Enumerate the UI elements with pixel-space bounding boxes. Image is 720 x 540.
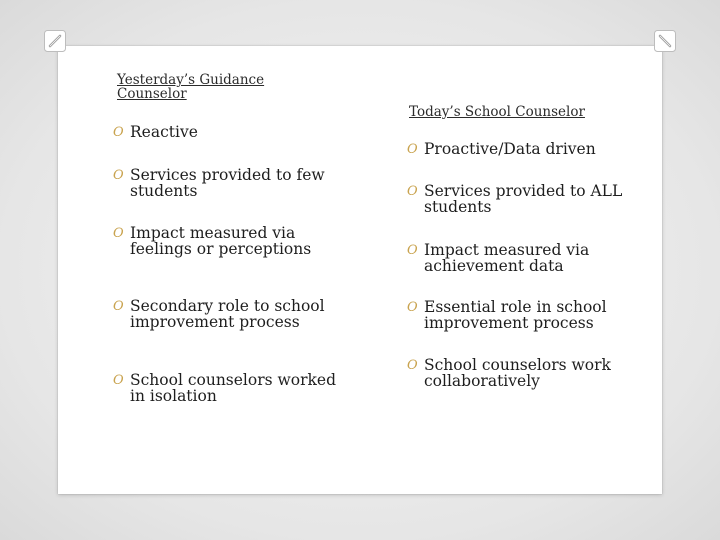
bullet-o-icon: O (113, 299, 124, 314)
list-item (113, 372, 343, 404)
bullet-o-icon: O (407, 184, 418, 199)
list-item (407, 299, 657, 331)
corner-ornament-top-left (44, 30, 66, 52)
bullet-o-icon: O (407, 358, 418, 373)
list-item (407, 183, 657, 215)
bullet-o-icon: O (113, 125, 124, 140)
list-item (113, 298, 343, 330)
list-item-text: Impact measured via achievement data (424, 241, 590, 275)
bullet-o-icon: O (407, 300, 418, 315)
list-item-text: Services provided to ALL students (424, 182, 623, 216)
list-item (407, 357, 657, 389)
corner-ornament-top-right (654, 30, 676, 52)
list-item (113, 225, 343, 257)
list-item-text: Secondary role to school improvement process (130, 297, 325, 331)
list-item (113, 124, 343, 141)
right-column-heading: Today’s School Counselor (409, 104, 585, 120)
list-item (407, 242, 657, 274)
corner-bracket-icon (654, 30, 676, 52)
list-item-text: Impact measured via feelings or perceptions (130, 224, 312, 258)
list-item-text: Essential role in school improvement process (424, 298, 607, 332)
bullet-o-icon: O (407, 243, 418, 258)
list-item (407, 141, 657, 158)
list-item-text: Proactive/Data driven (424, 140, 596, 158)
list-item-text: School counselors work collaboratively (424, 356, 611, 390)
list-item-text: Reactive (130, 123, 198, 141)
list-item-text: Services provided to few students (130, 166, 325, 200)
bullet-o-icon: O (113, 226, 124, 241)
bullet-o-icon: O (407, 142, 418, 157)
bullet-o-icon: O (113, 373, 124, 388)
corner-bracket-icon (44, 30, 66, 52)
list-item (113, 167, 343, 199)
bullet-o-icon: O (113, 168, 124, 183)
left-column-heading: Yesterday’s Guidance Counselor (117, 72, 265, 102)
list-item-text: School counselors worked in isolation (130, 371, 337, 405)
